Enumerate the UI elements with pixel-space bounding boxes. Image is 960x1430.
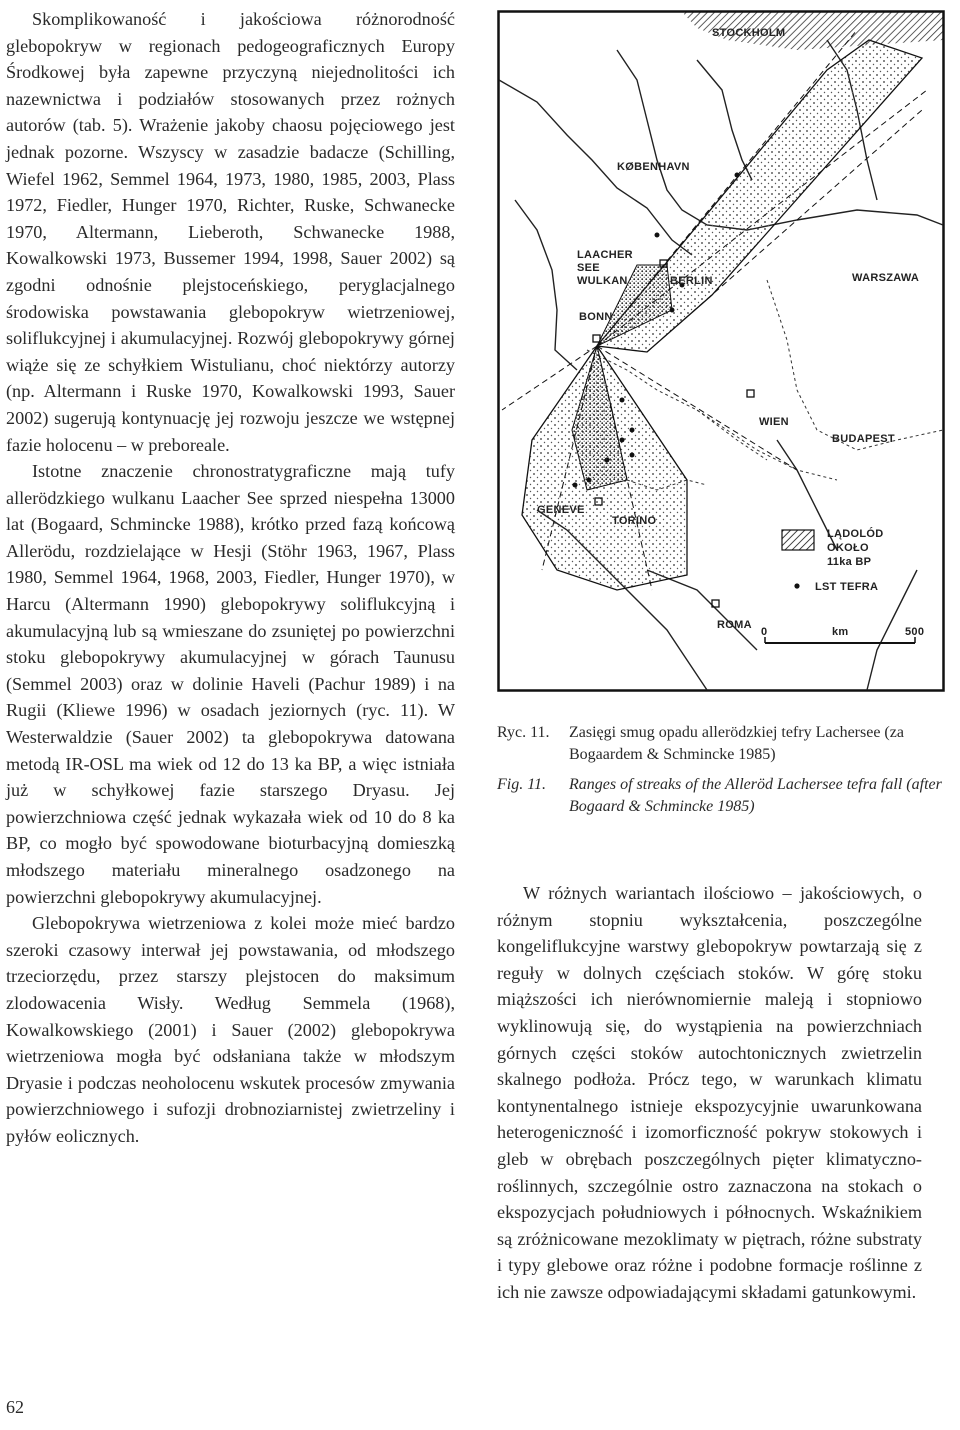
scale-end: 500 — [905, 626, 925, 638]
label-stockholm: STOCKHOLM — [712, 27, 786, 39]
legend-ice-line3: 11ka BP — [827, 556, 872, 568]
caption-text-pl: Zasięgi smug opadu allerödzkiej tefry Lachersee (za Bogaardem & Schmincke 1985) — [569, 724, 904, 763]
label-bonn: BONN — [579, 311, 613, 323]
left-text-column — [6, 6, 455, 1150]
scale-unit: km — [832, 626, 849, 638]
paragraph-laacher-see-tuffs: Istotne znaczenie chronostratygraficzne mają tufy allerödzkiego wulkanu Laacher See sprzed niespełna 13000 lat (Bogaard, Schmincke 1988), krótko przed fazą końcową Allerödu, rozdzielające w Hesji (Stöhr 1963, 1967, Plass 1980, Semmel 1964, 1968, 2003, Fiedler, Hunger 1970), w Harcu (Altermann 1990) glebopokrywy soliflukcyjną i akumulacyjną lub są wmieszane do zsuniętej po powierzchni stoku glebopokrywy akumulacyjnej w górach Taunusu (Semmel 2003) oraz w dolinie Haveli (Pachur 1989) i na Rugii (Kliewe 1996) w osadach jeziornych (ryc. 11). W Westerwaldzie (Sauer 2002) ta glebopokrywa datowana metodą IR-OSL ma wiek od 12 do 13 ka BP, a więc istniała już w schyłkowej fazie starszego Dryasu. Jej powierzchniowa część jednak wykazała wiek od 10 do 8 ka BP, co mogło być spowodowane bioturbacyjną domieszką młodszego materiału mineralnego osadzonego na powierzchni glebopokrywy akumulacyjnej. — [6, 461, 455, 907]
legend-ice-line2: OKOŁO — [827, 542, 869, 554]
label-warszawa: WARSZAWA — [852, 272, 920, 284]
figure-caption-polish — [497, 722, 952, 766]
caption-label-en: Fig. 11. — [497, 776, 547, 793]
label-budapest: BUDAPEST — [832, 433, 895, 445]
caption-text-en: Ranges of streaks of the Alleröd Lachersee tefra fall (after Bogaard & Schmincke 1985) — [569, 776, 942, 815]
caption-label-pl: Ryc. 11. — [497, 724, 550, 741]
label-kobenhavn: KØBENHAVN — [617, 161, 690, 173]
legend-tefra: LST TEFRA — [815, 581, 879, 593]
label-laacher: LAACHER — [577, 249, 633, 261]
label-wulkan: WULKAN — [577, 275, 628, 287]
right-text-column — [497, 880, 922, 1306]
label-wien: WIEN — [759, 416, 789, 428]
legend-tefra-marker — [794, 583, 799, 588]
label-geneve: GENEVE — [537, 504, 585, 516]
label-berlin: BERLIN — [670, 275, 713, 287]
legend-ice-line1: LĄDOLÓD — [827, 528, 884, 540]
legend-ice-swatch — [782, 530, 814, 550]
paragraph-congelifluction-layers: W różnych wariantach ilościowo – jakościowych, o różnym stopniu wykształcenia, poszczególne kongeliflukcyjne warstwy glebopokryw powtarzają się z reguły w dolnych częściach stoków. W górę stoku miąższości ich nierównomiernie maleją i stopniowo wyklinowują się, do wystąpienia na powierzchniach górnych części stoków autochtonicznych zwietrzelin skalnego podłoża. Prócz tego, w warunkach klimatu kontynentalnego istnieje ekspozycyjnie uwarunkowana heterogeniczność i izomorficzność pokryw stokowych i gleb w obrębach poszczególnych pięter klimatyczno-roślinnych, szczególnie ostro zaznaczona na stokach o ekspozycjach południowych i północnych. Wskaźnikiem są zróżnicowane mezoklimaty w piętrach, różne substraty i typy glebowe oraz różne i podobne formacje roślinne z ich nie zawsze odpowiadającymi składami gatunkowymi. — [497, 883, 922, 1302]
figure-caption-english — [497, 774, 952, 818]
paragraph-terminology: Skomplikowaność i jakościowa różnorodność glebopokryw w regionach pedogeograficznych Europy Środkowej była zapewne przyczyną niejednolitości ich nazewnictwa i podziałów stosowanych przez rożnych autorów (tab. 5). Wrażenie jakoby chaosu pojęciowego jest jednak pozorne. Wszyscy w zasadzie badacze (Schilling, Wiefel 1962, Semmel 1964, 1973, 1980, 1985, 2003, Plass 1972, Fiedler, Hunger 1970, Richter, Ruske, Schwanecke 1970, Altermann, Lieberoth, Schwanecke 1988, Kowalkowski 1973, Bussemer 1994, 1998, Sauer 2002) są zgodni odnośnie plejstoceńskiego, peryglacjalnego środowiska powstawania glebopokryw wietrzeniowej, soliflukcyjnej i akumulacyjnej. Rozwój glebopokrywy górnej wiąże się ze schyłkiem Wistulianu, choć niektórzy autorzy (np. Altermann i Ruske 1970, Kowalkowski 1993, Sauer 2002) sugerują kontynuację jej rozwoju jeszcze we wstępnej fazie holocenu – w preboreale. — [6, 9, 455, 455]
tephra-fall-map — [497, 10, 945, 692]
label-roma: ROMA — [717, 619, 752, 631]
label-see: SEE — [577, 262, 600, 274]
label-torino: TORINO — [612, 515, 657, 527]
page-number: 62 — [6, 1397, 24, 1417]
scale-start: 0 — [761, 626, 768, 638]
paragraph-weathering-cover: Glebopokrywa wietrzeniowa z kolei może mieć bardzo szeroki czasowy interwał jej powstawania, od młodszego trzeciorzędu, przez starszy plejstocen do maksimum zlodowacenia Wisły. Według Semmela (1968), Kowalkowskiego (2001) i Sauer (2002) glebopokrywa wietrzeniowa mogła być odsłaniana także w młodszym Dryasie i podczas neoholocenu wskutek procesów zmywania powierzchniowego i sufozji drobnoziarnistej zwietrzeliny i pyłów eolicznych. — [6, 913, 455, 1146]
